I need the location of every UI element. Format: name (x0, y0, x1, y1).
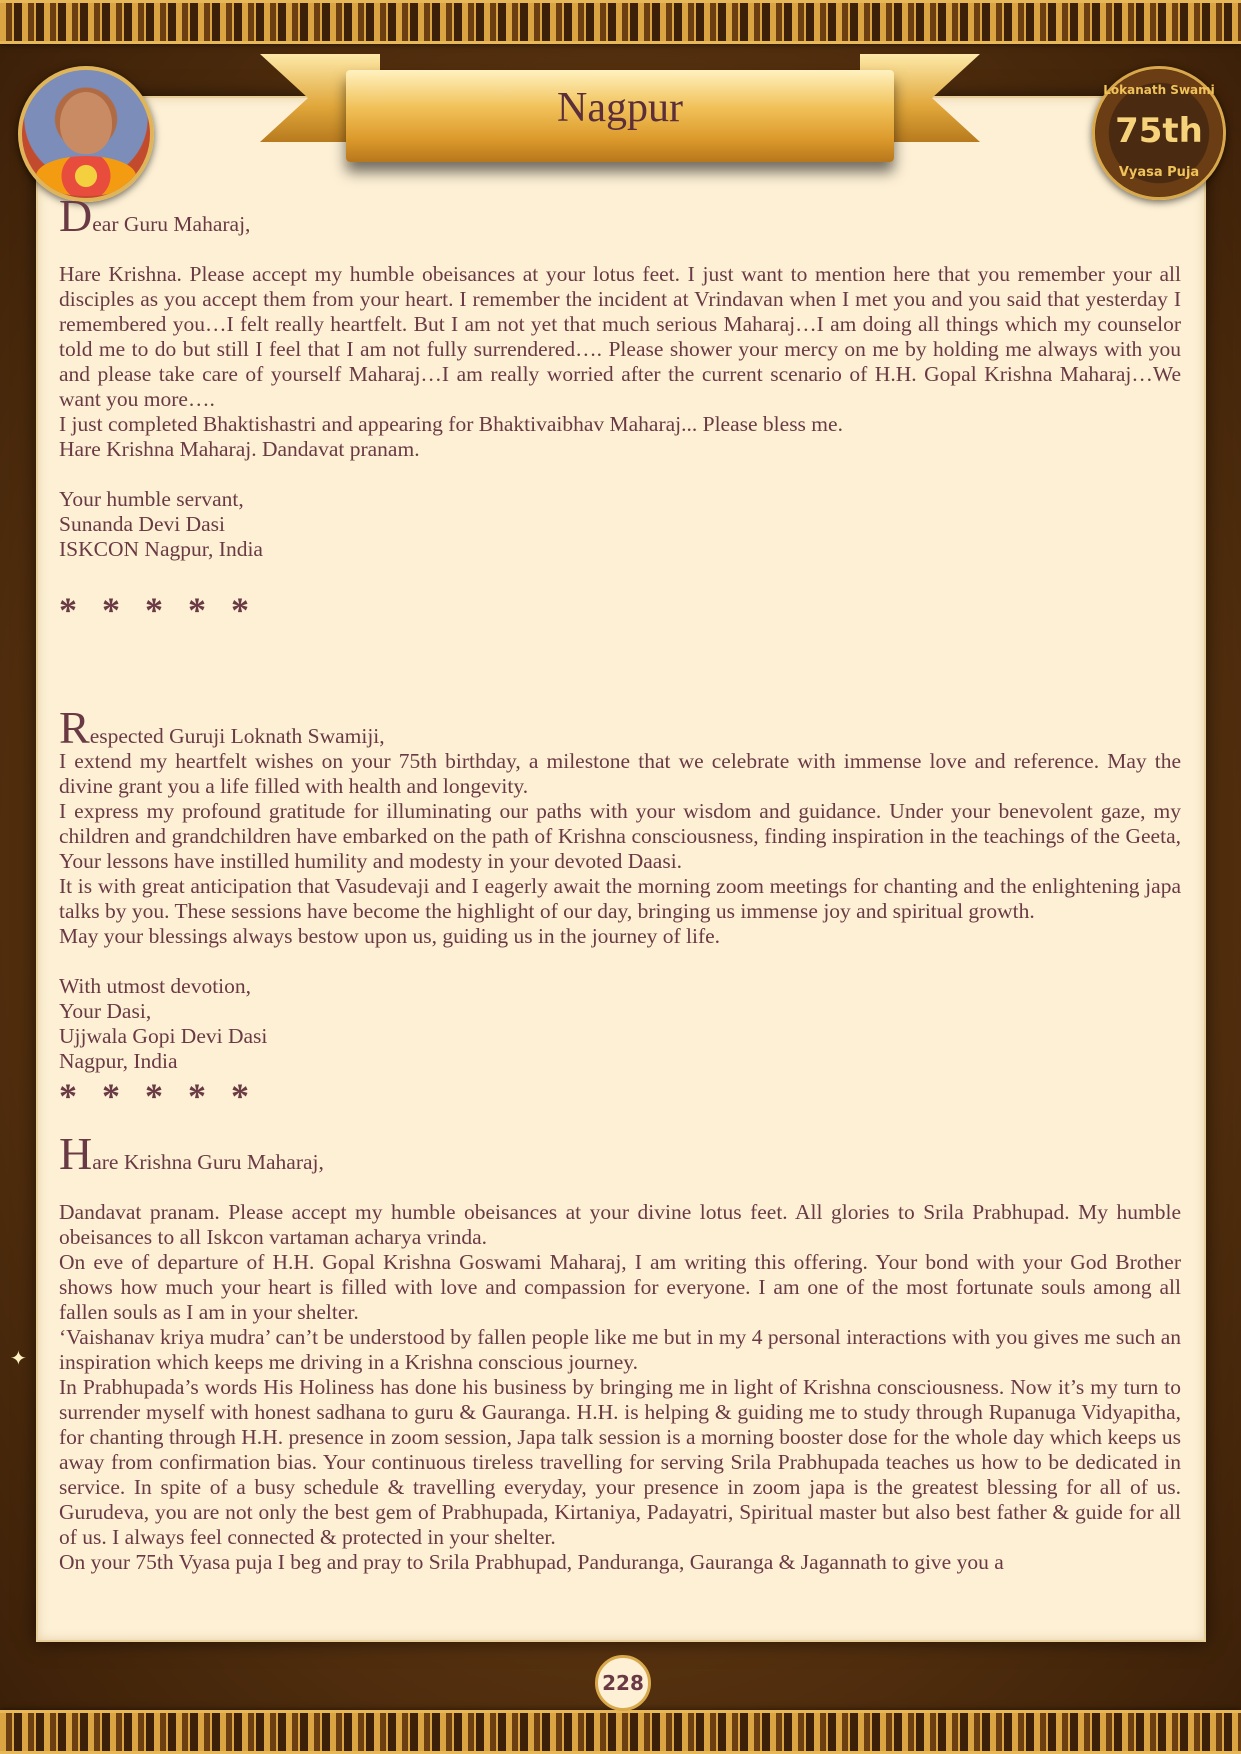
letter-1-signature-line: Your humble servant, (59, 487, 244, 511)
letter-2-paragraph: I express my profound gratitude for illuminating our paths with your wisdom and guidance. Under your benevolent gaze, my children and grandchildren have embarked on the path of Krishna consciousness, finding inspiration in the teachings of the Geeta, Your lessons have instilled humility and modesty in your devoted Daasi. (59, 799, 1181, 873)
letter-1-signature-line: ISKCON Nagpur, India (59, 537, 263, 561)
drop-cap: R (59, 702, 90, 753)
letter-2-paragraph: It is with great anticipation that Vasudevaji and I eagerly await the morning zoom meetings for chanting and the enlightening japa talks by you. These sessions have become the highlight of our day, bringing us immense joy and spiritual growth. (59, 874, 1181, 923)
bottom-decorative-border (0, 1710, 1241, 1754)
page-title: Nagpur (557, 85, 683, 131)
salutation-text: espected Guruji Loknath Swamiji, (89, 724, 385, 748)
letter-2-signature-line: Your Dasi, (59, 999, 152, 1023)
seal-bottom-text: Vyasa Puja (1118, 165, 1200, 180)
top-decorative-border (0, 0, 1241, 44)
letters-content (59, 190, 1181, 1575)
letter-1-paragraph: Hare Krishna. Please accept my humble obeisances at your lotus feet. I just want to mention here that you remember your all disciples as you accept them from your heart. I remember the incident at Vrindavan when I met you and you said that yesterday I remembered you…I felt really heartfelt. But I am not yet that much serious Maharaj…I am doing all things which my counselor told me to do but still I feel that I am not fully surrendered…. Please shower your mercy on me by holding me always with you and please take care of yourself Maharaj…I am really worried after the current scenario of H.H. Gopal Krishna Maharaj…We want you more…. (59, 262, 1181, 411)
letter-3-paragraph: On your 75th Vyasa puja I beg and pray to Srila Prabhupad, Panduranga, Gauranga & Jagannath to give you a (59, 1550, 1004, 1574)
page-number: 228 (595, 1655, 651, 1711)
letter-2-paragraph: May your blessings always bestow upon us, guiding us in the journey of life. (59, 924, 721, 948)
letter-2-signature-line: With utmost devotion, (59, 974, 252, 998)
letter-2-paragraph: I extend my heartfelt wishes on your 75th birthday, a milestone that we celebrate with immense love and reference. May the divine grant you a life filled with health and longevity. (59, 749, 1181, 798)
letter-3-paragraph: Dandavat pranam. Please accept my humble obeisances at your divine lotus feet. All glories to Srila Prabhupad. My humble obeisances to all Iskcon vartaman acharya vrinda. (59, 1200, 1181, 1249)
sparkle-icon: ✦ (10, 1346, 27, 1370)
letter-3-paragraph: ‘Vaishanav kriya mudra’ can’t be understood by fallen people like me but in my 4 personal interactions with you gives me such an inspiration which keeps me driving in a Krishna conscious journey. (59, 1325, 1181, 1374)
letter-1-salutation (59, 190, 1181, 241)
title-ribbon (346, 70, 894, 162)
salutation-text: ear Guru Maharaj, (92, 212, 251, 236)
separator-stars: * * * * * (59, 1076, 257, 1116)
drop-cap: D (59, 190, 93, 241)
vyasa-puja-seal (1092, 66, 1226, 200)
drop-cap: H (59, 1128, 93, 1179)
letter-3-salutation (59, 1128, 1181, 1179)
guru-avatar (18, 66, 154, 202)
seal-top-text: Lokanath Swami (1103, 83, 1215, 97)
letter-1-paragraph: Hare Krishna Maharaj. Dandavat pranam. (59, 437, 420, 461)
letter-2-signature-line: Nagpur, India (59, 1049, 178, 1073)
salutation-text: are Krishna Guru Maharaj, (92, 1150, 324, 1174)
letter-2-signature-line: Ujjwala Gopi Devi Dasi (59, 1024, 268, 1048)
seal-number: 75th (1115, 111, 1203, 151)
letter-1-paragraph: I just completed Bhaktishastri and appearing for Bhaktivaibhav Maharaj... Please bless me. (59, 412, 843, 436)
letter-2-salutation (59, 702, 1181, 753)
letter-1-signature-line: Sunanda Devi Dasi (59, 512, 225, 536)
letter-3-paragraph: In Prabhupada’s words His Holiness has done his business by bringing me in light of Krishna consciousness. Now it’s my turn to surrender myself with honest sadhana to guru & Gauranga. H.H. is helping & guiding me to study through Rupanuga Vidyapitha, for chanting through H.H. presence in zoom session, Japa talk session is a morning booster dose for the whole day which keeps us away from confirmation bias. Your continuous tireless travelling for serving Srila Prabhupada teaches us how to be dedicated in service. In spite of a busy schedule & travelling everyday, your presence in zoom japa is the greatest blessing for all of us. Gurudeva, you are not only the best gem of Prabhupada, Kirtaniya, Padayatri, Spiritual master but also best father & guide for all of us. I always feel connected & protected in your shelter. (59, 1375, 1181, 1549)
letter-3-paragraph: On eve of departure of H.H. Gopal Krishna Goswami Maharaj, I am writing this offering. Your bond with your God Brother shows how much your heart is filled with love and compassion for everyone. I am one of the most fortunate souls among all fallen souls as I am in your shelter. (59, 1250, 1181, 1324)
avatar-face (60, 92, 112, 154)
separator-stars: * * * * * (59, 590, 257, 630)
